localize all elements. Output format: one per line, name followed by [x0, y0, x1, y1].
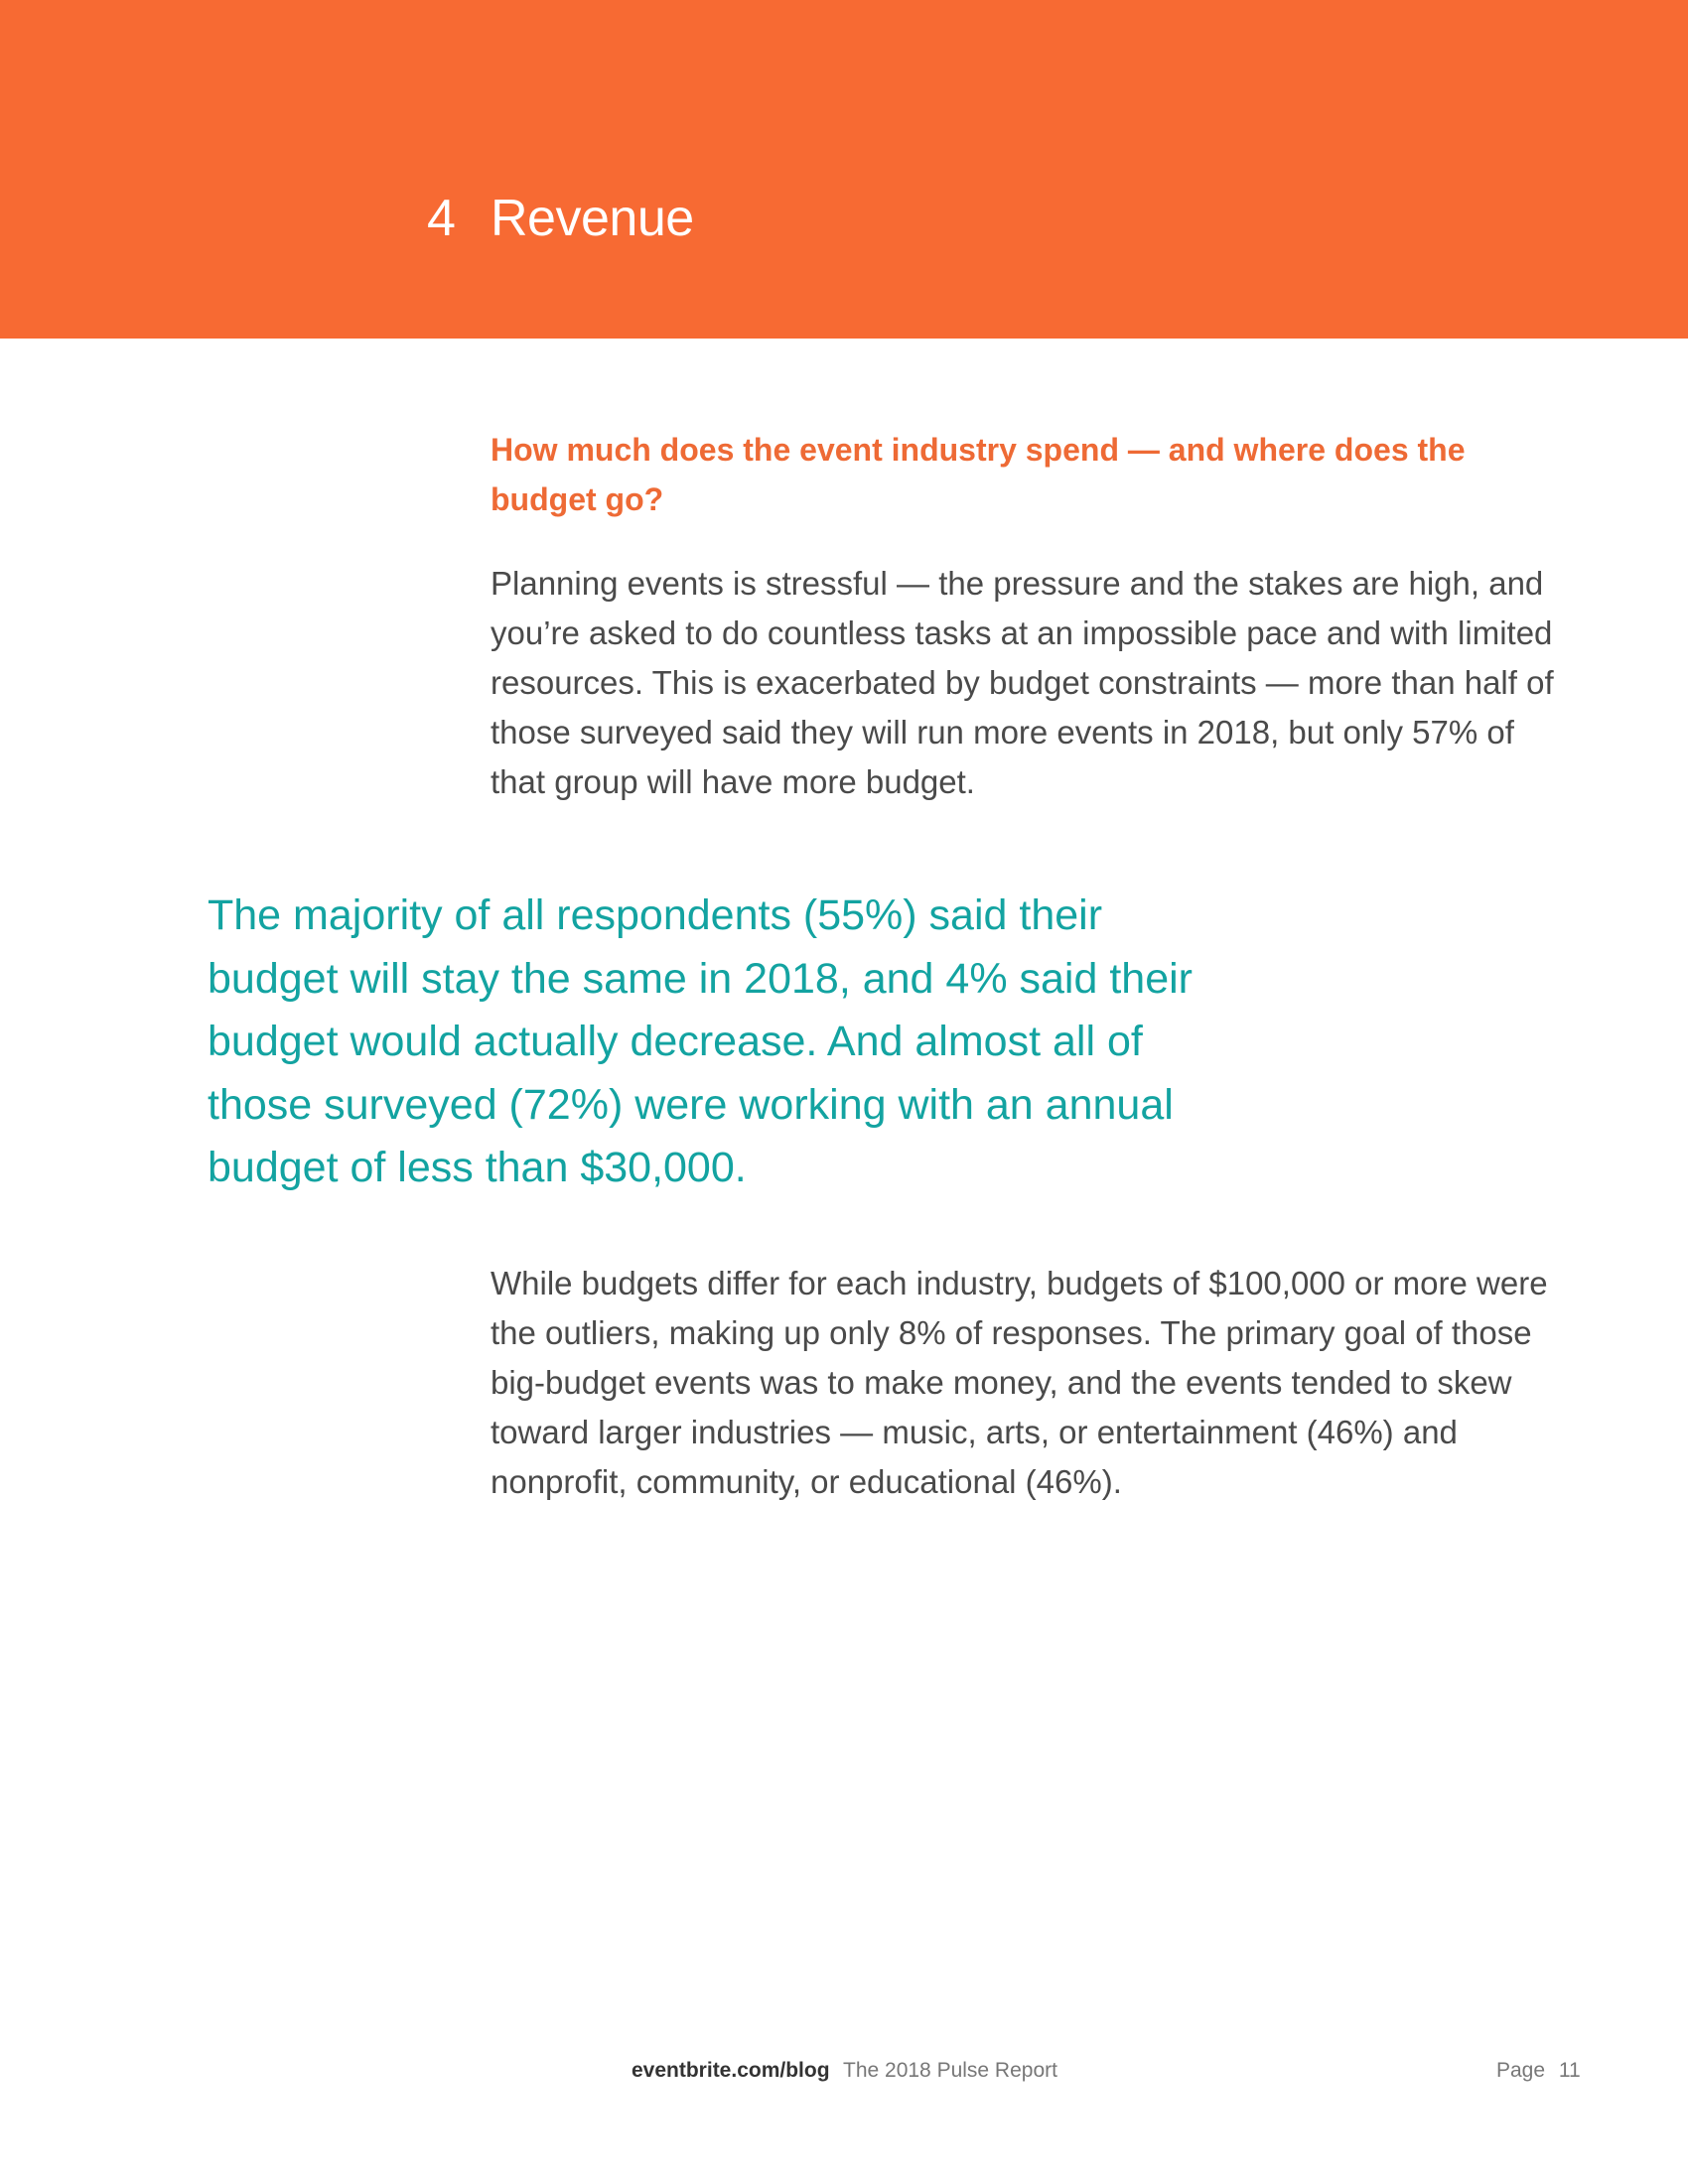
footer-page: [1496, 2057, 1581, 2085]
footer-source: [632, 2057, 1057, 2085]
footer-page-label: Page: [1496, 2059, 1546, 2082]
footer-report-title: The 2018 Pulse Report: [843, 2059, 1057, 2082]
section-title: Revenue: [491, 190, 694, 247]
body-paragraph-2: While budgets differ for each industry, budgets of $100,000 or more were the outliers, making up only 8% of responses. The primary goal of those big-budget events was to make money, and the events tended to skew toward larger industries — music, arts, or entertainment (46%) and nonprofit, community, or educational (46%).: [491, 1265, 1548, 1500]
subheading: How much does the event industry spend — and where does the budget go?: [491, 432, 1466, 517]
section-number: 4: [427, 190, 456, 247]
header-band: [0, 0, 1688, 339]
footer-site-link[interactable]: eventbrite.com/blog: [632, 2059, 830, 2082]
pull-quote: The majority of all respondents (55%) said their budget will stay the same in 2018, and 4% said their budget would actually decrease. And almost all of those surveyed (72%) were working with an annual budget of less than $30,000.: [208, 891, 1193, 1191]
body-paragraph-1: Planning events is stressful — the pressure and the stakes are high, and you’re asked to do countless tasks at an impossible pace and with limited resources. This is exacerbated by budget constraints — more than half of those surveyed said they will run more events in 2018, but only 57% of that group will have more budget.: [491, 565, 1554, 800]
footer-page-number: 11: [1558, 2059, 1581, 2082]
